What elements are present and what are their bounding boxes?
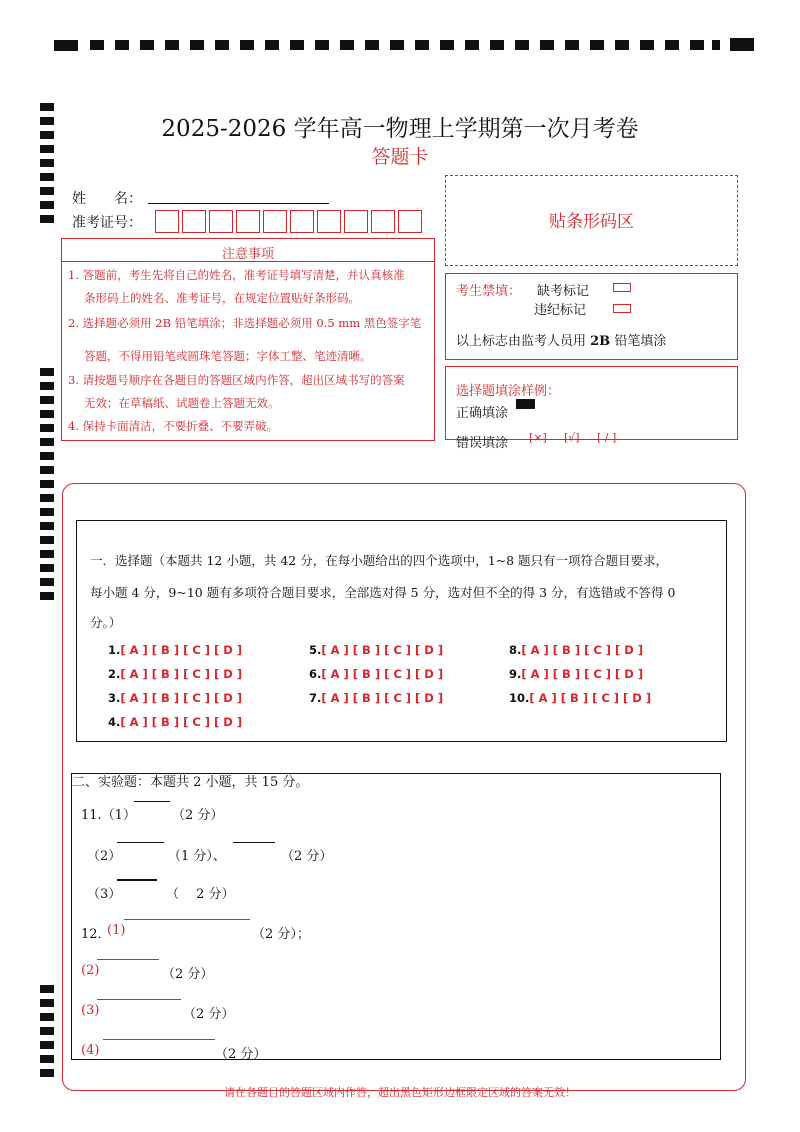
q12-part2-label: (2): [81, 963, 100, 978]
question-5[interactable]: 5.[ A ] [ B ] [ C ] [ D ]: [309, 643, 444, 657]
question-4[interactable]: 4.[ A ] [ B ] [ C ] [ D ]: [108, 715, 243, 729]
q12-part4-answer[interactable]: [103, 1039, 215, 1040]
barcode-label: 贴条形码区: [549, 212, 634, 232]
q11-part2b-answer[interactable]: [233, 842, 275, 843]
question-9[interactable]: 9.[ A ] [ B ] [ C ] [ D ]: [509, 667, 644, 681]
q11-part3-answer[interactable]: [117, 879, 157, 881]
q12-part1-answer[interactable]: [124, 919, 250, 920]
q11-part3-points: （ 2 分）: [166, 887, 235, 902]
absent-mark-box[interactable]: [613, 283, 631, 292]
sample-title: 选择题填涂样例：: [456, 384, 561, 399]
notice-item: 答题，不得用铅笔或圆珠笔答题；字体工整、笔迹清晰。: [84, 349, 372, 363]
notice-item: 条形码上的姓名、准考证号，在规定位置贴好条形码。: [84, 291, 360, 305]
question-2[interactable]: 2.[ A ] [ B ] [ C ] [ D ]: [108, 667, 243, 681]
prohibited-label: 考生禁填：: [456, 284, 522, 299]
question-3[interactable]: 3.[ A ] [ B ] [ C ] [ D ]: [108, 691, 243, 705]
section1-intro: 每小题 4 分，9~10 题有多项符合题目要求，全部选对得 5 分，选对但不全的得 3 分，有选错或不答得 0: [90, 585, 676, 600]
footer-warning: 请在各题目的答题区域内作答，超出黑色矩形边框限定区域的答案无效！: [224, 1086, 576, 1099]
question-1[interactable]: 1.[ A ] [ B ] [ C ] [ D ]: [108, 643, 243, 657]
question-6[interactable]: 6.[ A ] [ B ] [ C ] [ D ]: [309, 667, 444, 681]
section2-box: [71, 773, 721, 1060]
correct-fill-label: 正确填涂: [456, 406, 509, 421]
q11-part1-answer[interactable]: [134, 801, 170, 802]
question-10[interactable]: 10.[ A ] [ B ] [ C ] [ D ]: [509, 691, 652, 705]
question-8[interactable]: 8.[ A ] [ B ] [ C ] [ D ]: [509, 643, 644, 657]
section1-intro: 分。）: [90, 615, 122, 630]
q12-part2-points: （2 分）: [162, 967, 214, 982]
correct-fill-sample: [516, 399, 535, 409]
q11-part1-label: 11.（1）: [81, 808, 136, 823]
q12-part3-label: (3): [81, 1003, 100, 1018]
exam-id-label: 准考证号：: [72, 215, 142, 231]
q11-part2-label: （2）: [87, 849, 122, 864]
page-title: 2025-2026 学年高一物理上学期第一次月考卷: [161, 116, 639, 142]
q12-part3-points: （2 分）: [183, 1007, 235, 1022]
notice-item: 3. 请按题号顺序在各题目的答题区域内作答，超出区域书写的答案: [68, 373, 405, 387]
q11-part3-label: （3）: [87, 887, 122, 902]
section1-intro: 一．选择题（本题共 12 小题，共 42 分，在每小题给出的四个选项中，1~8 题只有一项符合题目要求，: [90, 553, 669, 568]
wrong-fill-sample: [×]: [529, 431, 547, 444]
q11-part2a-points: （1 分）、: [168, 849, 226, 864]
question-7[interactable]: 7.[ A ] [ B ] [ C ] [ D ]: [309, 691, 444, 705]
q12-part4-points: （2 分）: [215, 1047, 267, 1062]
notice-item: 4. 保持卡面清洁，不要折叠、不要弄破。: [68, 419, 279, 433]
q11-part2b-points: （2 分）: [281, 849, 333, 864]
q11-part1-points: （2 分）: [172, 808, 224, 823]
name-label: 姓 名：: [72, 191, 142, 207]
name-field[interactable]: [148, 203, 329, 204]
wrong-fill-sample: [ / ]: [597, 431, 617, 444]
section2-heading: 二、实验题：本题共 2 小题，共 15 分。: [72, 775, 309, 790]
q12-part4-label: (4): [81, 1043, 100, 1058]
q12-part2-answer[interactable]: [97, 959, 159, 960]
violation-label: 违纪标记: [534, 303, 587, 318]
wrong-fill-sample: [√]: [564, 431, 580, 444]
q12-label: 12．: [81, 927, 111, 942]
q11-part2a-answer[interactable]: [117, 842, 164, 843]
page-subtitle: 答题卡: [371, 146, 429, 168]
absent-label: 缺考标记: [537, 284, 590, 299]
q12-part1-points: （2 分）；: [252, 927, 310, 942]
notice-title: 注意事项: [221, 247, 274, 262]
notice-item: 1. 答题前，考生先将自己的姓名，准考证号填写清楚，并认真核准: [68, 268, 405, 282]
proctor-note: 以上标志由监考人员用 2B 铅笔填涂: [456, 334, 667, 349]
q12-part1-label: (1): [107, 923, 126, 938]
violation-mark-box[interactable]: [613, 304, 631, 313]
wrong-fill-label: 错误填涂: [456, 436, 509, 451]
notice-item: 2. 选择题必须用 2B 铅笔填涂；非选择题必须用 0.5 mm 黑色签字笔: [68, 316, 422, 330]
notice-item: 无效；在草稿纸、试题卷上答题无效。: [84, 396, 280, 410]
q12-part3-answer[interactable]: [97, 999, 181, 1000]
